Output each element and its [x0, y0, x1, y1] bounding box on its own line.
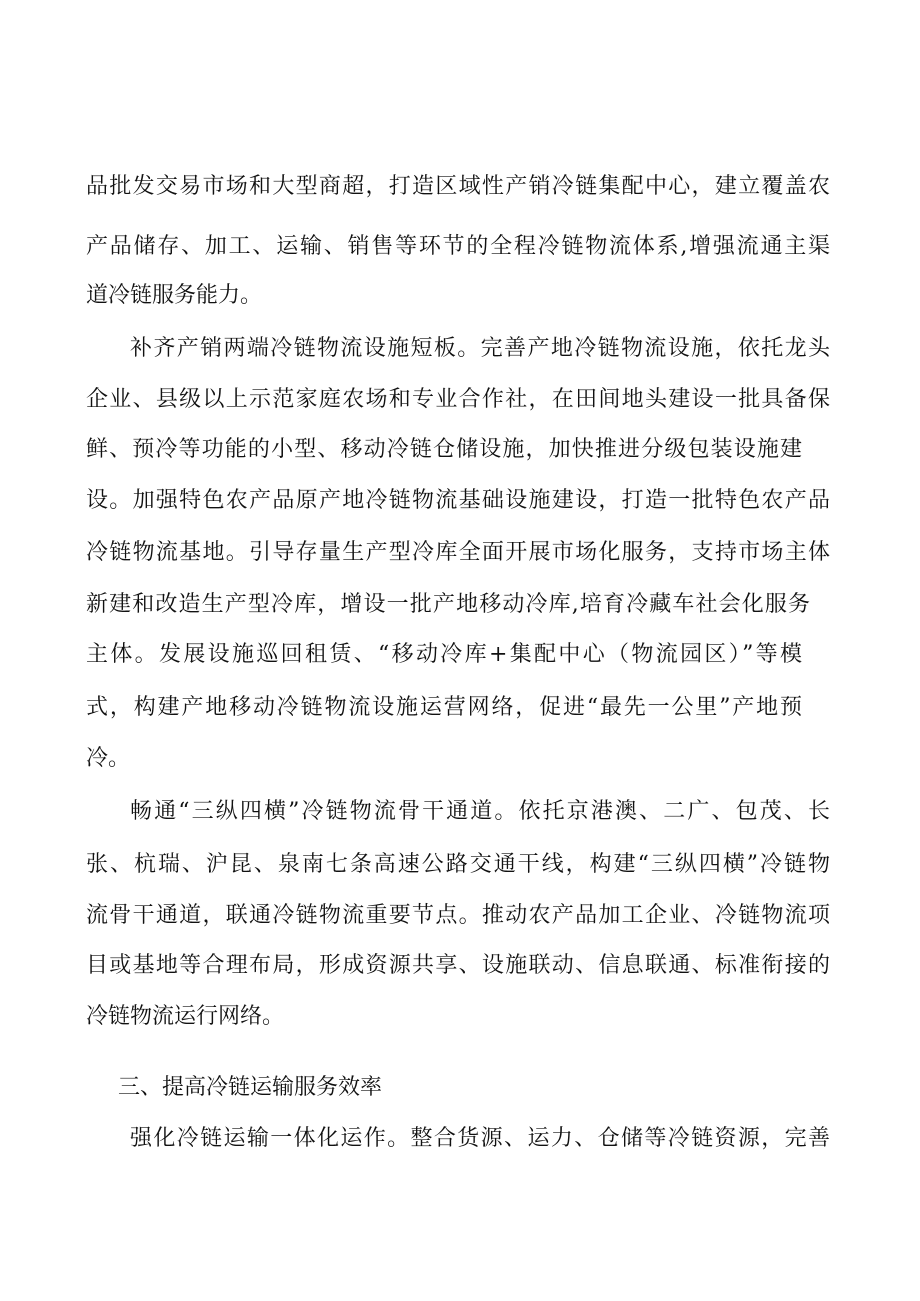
paragraph-2-line-6: 新建和改造生产型冷库，增设一批产地移动冷库,培育冷藏车社会化服务 — [86, 592, 810, 617]
paragraph-3-line-3: 流骨干通道，联通冷链物流重要节点。推动农产品加工企业、冷链物流项 — [86, 903, 830, 928]
paragraph-1-line-1: 品批发交易市场和大型商超，打造区域性产销冷链集配中心，建立覆盖农 — [86, 174, 830, 199]
paragraph-2-line-3: 鲜、预冷等功能的小型、移动冷链仓储设施，加快推进分级包装设施建 — [86, 437, 802, 462]
paragraph-2-line-5: 冷链物流基地。引导存量生产型冷库全面开展市场化服务，支持市场主体 — [86, 540, 830, 565]
paragraph-1-line-3: 道冷链服务能力。 — [86, 283, 263, 308]
paragraph-3-line-2: 张、杭瑞、沪昆、泉南七条高速公路交通干线，构建“三纵四横”冷链物 — [86, 852, 830, 877]
paragraph-2-line-1: 补齐产销两端冷链物流设施短板。完善产地冷链物流设施，依托龙头 — [130, 336, 830, 361]
paragraph-1-line-2: 产品储存、加工、运输、销售等环节的全程冷链物流体系,增强流通主渠 — [86, 234, 830, 259]
paragraph-3-line-1: 畅通“三纵四横”冷链物流骨干通道。依托京港澳、二广、包茂、长 — [130, 799, 830, 824]
section-heading: 三、提高冷链运输服务效率 — [118, 1075, 383, 1100]
paragraph-2-line-2: 企业、县级以上示范家庭农场和专业合作社，在田间地头建设一批具备保 — [86, 387, 830, 412]
paragraph-2-line-7: 主体。发展设施巡回租赁、“移动冷库+集配中心（物流园区）”等模 — [86, 642, 802, 667]
paragraph-4-line-1: 强化冷链运输一体化运作。整合货源、运力、仓储等冷链资源，完善 — [130, 1126, 830, 1151]
paragraph-2-line-9: 冷。 — [86, 746, 131, 771]
paragraph-2-line-4: 设。加强特色农产品原产地冷链物流基础设施建设，打造一批特色农产品 — [86, 488, 830, 513]
paragraph-2-line-8: 式，构建产地移动冷链物流设施运营网络，促进“最先一公里”产地预 — [86, 695, 802, 720]
paragraph-3-line-4: 目或基地等合理布局，形成资源共享、设施联动、信息联通、标准衔接的 — [86, 953, 830, 978]
paragraph-3-line-5: 冷链物流运行网络。 — [86, 1004, 285, 1029]
